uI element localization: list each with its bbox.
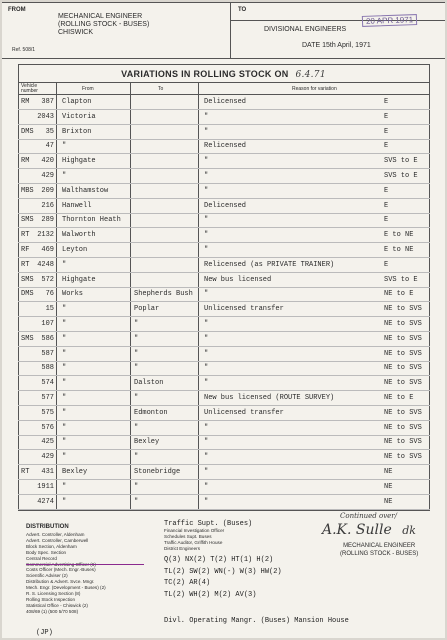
traffic-line: Q(3) NX(2) T(2) HT(1) H(2) <box>164 556 274 564</box>
row-to: Stonebridge <box>134 468 181 476</box>
row-rule <box>18 509 430 510</box>
traffic-line: TC(2) AR(4) <box>164 579 211 587</box>
row-code: E <box>384 186 389 195</box>
row-from: Walworth <box>62 231 96 240</box>
row-to: " <box>134 320 139 328</box>
to-value: DIVISIONAL ENGINEERS <box>264 26 347 33</box>
row-reason: " <box>204 364 209 373</box>
row-from: " <box>62 172 67 180</box>
row-rule <box>18 272 430 273</box>
row-class: SMS <box>21 334 34 343</box>
col-header-vehicle: Vehicle number <box>21 83 38 94</box>
row-from: Leyton <box>62 246 88 254</box>
reference: Ref. 508/1 <box>12 47 36 53</box>
row-number: 587 <box>41 349 54 358</box>
row-number: 469 <box>41 246 54 254</box>
row-number: 107 <box>41 320 54 328</box>
row-number: 387 <box>41 98 54 106</box>
row-number: 289 <box>41 216 54 225</box>
date-line <box>302 42 371 49</box>
row-rule <box>18 435 430 436</box>
row-from: " <box>62 497 67 506</box>
row-rule <box>18 124 430 125</box>
header-divider <box>230 2 231 58</box>
row-code: NE to SVS <box>384 453 422 462</box>
row-reason: " <box>204 482 209 491</box>
col-header-to: To <box>158 86 164 92</box>
row-to: " <box>134 482 139 491</box>
row-number: 1911 <box>37 482 54 491</box>
from-label: FROM <box>8 7 26 13</box>
col-header-reason: Reason for variation <box>292 86 337 92</box>
row-from: " <box>62 423 67 432</box>
row-reason: " <box>204 127 209 136</box>
row-rule <box>18 287 430 288</box>
row-number: 35 <box>45 127 54 136</box>
row-number: 420 <box>41 157 54 166</box>
row-code: NE to SVS <box>384 438 422 447</box>
row-reason: Relicensed <box>204 142 247 151</box>
row-from: Thornton Heath <box>62 216 121 225</box>
row-reason: " <box>204 231 209 240</box>
header-top-rule <box>2 2 445 3</box>
row-to: " <box>134 334 139 343</box>
row-rule <box>18 464 430 465</box>
row-from: Highgate <box>62 275 96 284</box>
distribution-title: DISTRIBUTION <box>26 524 69 530</box>
row-code: E <box>384 98 389 106</box>
distribution-item: Rolling Stock Inspection <box>26 596 76 602</box>
row-code: NE to SVS <box>384 349 422 358</box>
row-code: NE <box>384 468 393 476</box>
signature <box>322 522 416 538</box>
distribution-item: 408/69 (1) (500 5/70 508) <box>26 608 79 614</box>
row-from: Walthamstow <box>62 186 109 195</box>
row-to: Bexley <box>134 438 160 447</box>
row-from: Hanwell <box>62 201 92 210</box>
table-top-rule <box>18 64 430 65</box>
row-code: NE to SVS <box>384 305 422 314</box>
row-rule <box>18 168 430 169</box>
row-reason: " <box>204 246 209 254</box>
row-from: " <box>62 453 67 462</box>
row-from: Bexley <box>62 468 88 476</box>
distribution-item: Scientific Adviser (2) <box>26 573 68 579</box>
operating-manager: Divl. Operating Mangr. (Buses) Mansion House <box>164 617 349 625</box>
row-to: " <box>134 423 139 432</box>
row-reason: " <box>204 112 209 121</box>
signatory-title <box>340 542 418 558</box>
row-to: Edmonton <box>134 408 168 417</box>
row-code: E <box>384 142 389 151</box>
row-reason: Delicensed <box>204 201 247 210</box>
row-from: " <box>62 260 67 269</box>
distribution-mid-list <box>164 528 224 552</box>
row-number: 2132 <box>37 231 54 240</box>
title-date: 6.4.71 <box>295 70 326 80</box>
from-address <box>58 13 149 37</box>
row-class: SMS <box>21 216 34 225</box>
title-rule <box>18 82 430 83</box>
row-code: E <box>384 216 389 225</box>
row-to: " <box>134 349 139 358</box>
row-rule <box>18 375 430 376</box>
row-class: DMS <box>21 127 34 136</box>
row-class: RF <box>21 246 30 254</box>
signature-text: A.K. Sulle <box>322 522 392 538</box>
signatory-line-1: MECHANICAL ENGINEER <box>343 543 416 549</box>
row-to: Shepherds Bush <box>134 290 193 299</box>
row-number: 572 <box>41 275 54 284</box>
received-stamp: 20 APR 1971 <box>362 14 418 27</box>
row-class: RT <box>21 260 30 269</box>
row-class: MBS <box>21 186 34 195</box>
row-from: Brixton <box>62 127 92 136</box>
highlight-underline <box>26 564 144 565</box>
header-bottom-rule <box>2 58 445 59</box>
row-class: RM <box>21 98 30 106</box>
row-rule <box>18 153 430 154</box>
row-code: SVS to E <box>384 275 418 284</box>
row-reason: " <box>204 438 209 447</box>
row-reason: " <box>204 334 209 343</box>
row-reason: " <box>204 157 209 166</box>
distribution-item: Body Spec. Section <box>26 549 67 555</box>
row-reason: " <box>204 423 209 432</box>
footer-jp: (JP) <box>36 629 53 637</box>
row-from: " <box>62 305 67 314</box>
row-code: NE <box>384 482 393 491</box>
row-number: 574 <box>41 379 54 388</box>
traffic-line: TL(2) SW(2) WN(-) W(3) HW(2) <box>164 567 282 576</box>
row-rule <box>18 479 430 480</box>
row-rule <box>18 301 430 302</box>
row-code: E to NE <box>384 246 414 254</box>
date-value: 15th April, 1971 <box>322 42 371 49</box>
row-code: E <box>384 127 389 136</box>
row-number: 425 <box>41 438 54 447</box>
table-bottom-rule <box>18 510 430 511</box>
row-code: NE to SVS <box>384 364 422 373</box>
title-text: VARIATIONS IN ROLLING STOCK ON <box>121 69 289 79</box>
row-reason: " <box>204 172 209 180</box>
distribution-mid-item: Financial Investigation Officer <box>164 528 225 533</box>
row-reason: Relicensed (as PRIVATE TRAINER) <box>204 260 335 269</box>
row-reason: " <box>204 379 209 388</box>
row-code: NE <box>384 497 393 506</box>
row-reason: New bus licensed (ROUTE SURVEY) <box>204 394 335 402</box>
distribution-list <box>26 532 106 615</box>
row-code: NE to SVS <box>384 320 422 328</box>
row-number: 576 <box>41 423 54 432</box>
distribution-item: Central Record <box>26 555 57 561</box>
row-number: 431 <box>41 468 54 476</box>
memo-sheet <box>2 2 445 638</box>
row-number: 586 <box>41 334 54 343</box>
date-label: DATE <box>302 42 321 49</box>
row-number: 429 <box>41 453 54 462</box>
row-number: 209 <box>41 186 54 195</box>
row-from: " <box>62 438 67 447</box>
row-rule <box>18 346 430 347</box>
row-rule <box>18 227 430 228</box>
row-reason: " <box>204 320 209 328</box>
row-number: 2043 <box>37 112 54 121</box>
row-reason: " <box>204 468 209 476</box>
row-rule <box>18 242 430 243</box>
row-to: " <box>134 364 139 373</box>
row-from: " <box>62 349 67 358</box>
to-label: TO <box>238 7 247 13</box>
row-to: Dalston <box>134 379 164 388</box>
row-rule <box>18 213 430 214</box>
col-to-rule <box>198 82 199 511</box>
row-from: Clapton <box>62 98 92 106</box>
row-from: " <box>62 364 67 373</box>
row-rule <box>18 390 430 391</box>
row-code: E <box>384 260 389 269</box>
row-to: " <box>134 497 139 506</box>
row-code: SVS to E <box>384 172 418 180</box>
col-header-from: From <box>82 86 94 92</box>
row-class: RT <box>21 231 30 240</box>
row-code: E to NE <box>384 231 414 240</box>
distribution-item: Costs Officer (Mech. Engr.-Buses) <box>26 567 96 573</box>
traffic-title: Traffic Supt. (Buses) <box>164 520 253 528</box>
row-rule <box>18 361 430 362</box>
distribution-item: Advert. Controller, Aldenham <box>26 532 85 537</box>
row-rule <box>18 420 430 421</box>
row-number: 575 <box>41 408 54 417</box>
row-reason: " <box>204 453 209 462</box>
row-from: " <box>62 394 67 402</box>
row-code: NE to SVS <box>384 408 422 417</box>
col-from-rule <box>130 82 131 511</box>
row-code: NE to E <box>384 290 414 299</box>
row-from: Highgate <box>62 157 96 166</box>
from-line-2: (ROLLING STOCK - BUSES) <box>58 21 150 28</box>
distribution-item: Mech. Engr. (Development - Buses) (2) <box>26 585 106 591</box>
from-line-3: CHISWICK <box>58 29 93 36</box>
row-to: " <box>134 394 139 402</box>
distribution-item: Advert. Controller, Camberwell <box>26 537 89 543</box>
row-number: 577 <box>41 394 54 402</box>
continued-note: Continued over/ <box>340 512 398 520</box>
header-rule <box>18 94 430 95</box>
signature-initials: dk <box>402 524 416 537</box>
form-title <box>2 69 445 80</box>
row-reason: Unlicensed transfer <box>204 305 284 314</box>
row-reason: " <box>204 290 209 299</box>
row-code: NE to SVS <box>384 334 422 343</box>
row-from: " <box>62 408 67 417</box>
row-number: 76 <box>45 290 54 299</box>
row-class: RT <box>21 468 30 476</box>
row-to: " <box>134 453 139 462</box>
distribution-item: R. S. Licensing Section (8) <box>26 591 81 597</box>
row-rule <box>18 449 430 450</box>
from-line-1: MECHANICAL ENGINEER <box>58 13 143 20</box>
row-code: NE to SVS <box>384 423 422 432</box>
row-number: 588 <box>41 364 54 373</box>
row-rule <box>18 405 430 406</box>
row-reason: " <box>204 349 209 358</box>
row-rule <box>18 316 430 317</box>
distribution-item: Statistical Office - Chiswick (2) <box>26 602 88 608</box>
row-reason: " <box>204 497 209 506</box>
row-number: 4248 <box>37 260 54 269</box>
row-rule <box>18 183 430 184</box>
row-reason: Unlicensed transfer <box>204 408 284 417</box>
signatory-line-2: (ROLLING STOCK - BUSES) <box>340 551 419 557</box>
distribution-mid-item: District Engineers <box>164 545 200 551</box>
row-rule <box>18 198 430 199</box>
row-number: 15 <box>45 305 54 314</box>
traffic-line: TL(2) WH(2) M(2) AV(3) <box>164 590 257 599</box>
row-code: E <box>384 112 389 121</box>
row-from: Victoria <box>62 112 96 121</box>
row-reason: " <box>204 216 209 225</box>
row-number: 47 <box>45 142 54 151</box>
row-from: " <box>62 334 67 343</box>
row-rule <box>18 109 430 110</box>
row-from: " <box>62 142 67 151</box>
distribution-item: Block Section, Aldenham <box>26 543 77 549</box>
row-number: 4274 <box>37 497 54 506</box>
row-from: Works <box>62 290 84 299</box>
row-code: SVS to E <box>384 157 418 166</box>
row-from: " <box>62 482 67 491</box>
row-from: " <box>62 379 67 388</box>
row-class: DMS <box>21 290 34 299</box>
row-reason: New bus licensed <box>204 275 272 284</box>
row-reason: Delicensed <box>204 98 247 106</box>
distribution-mid-item: Traffic Auditor, Griffith House <box>164 539 223 545</box>
col-vehicle-rule <box>56 82 57 511</box>
row-to: Poplar <box>134 305 160 314</box>
row-class: SMS <box>21 275 34 284</box>
row-from: " <box>62 320 67 328</box>
row-number: 216 <box>41 201 54 210</box>
row-reason: " <box>204 186 209 195</box>
distribution-mid-item: Schedules Supt. Buses <box>164 533 212 539</box>
row-rule <box>18 257 430 258</box>
row-code: E <box>384 201 389 210</box>
row-rule <box>18 139 430 140</box>
row-code: NE to E <box>384 394 414 402</box>
row-number: 429 <box>41 172 54 180</box>
row-code: NE to SVS <box>384 379 422 388</box>
traffic-lines <box>164 555 282 601</box>
distribution-item: Distribution & Advert. Svce. Mngr. <box>26 579 95 585</box>
row-class: RM <box>21 157 30 166</box>
row-rule <box>18 331 430 332</box>
row-rule <box>18 494 430 495</box>
